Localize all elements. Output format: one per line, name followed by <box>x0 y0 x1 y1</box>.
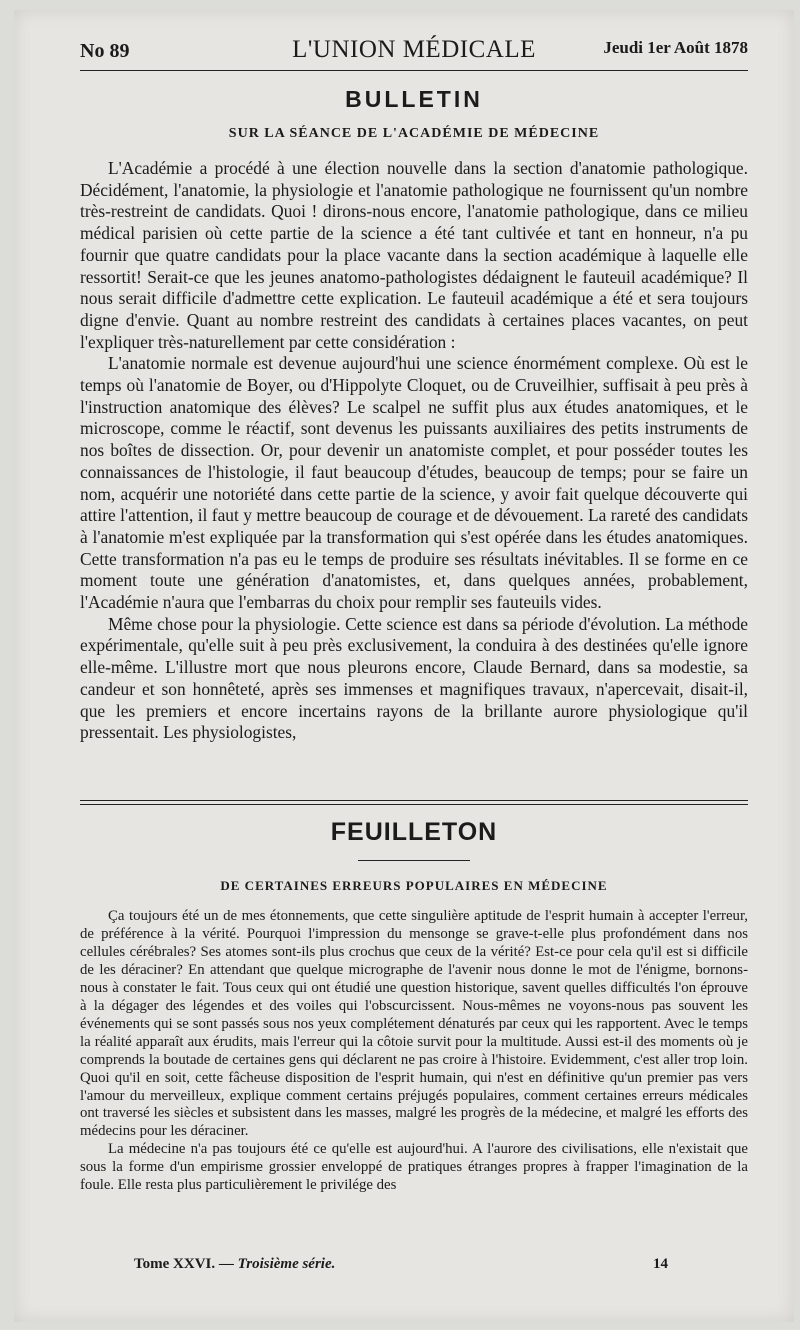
feuilleton-paragraph-2: La médecine n'a pas toujours été ce qu'elle est aujourd'hui. A l'aurore des civilisations, elle n'existait que sous la forme d'un empirisme grossier enveloppé de pratiques étranges propres à frapper l'imagination de la foule. Elle resta plus particulièrement le privilége des <box>80 1141 748 1194</box>
feuilleton-title-rule <box>358 860 470 861</box>
issue-number: No 89 <box>80 40 130 62</box>
page-header <box>80 36 748 68</box>
issue-date: Jeudi 1er Août 1878 <box>603 38 748 57</box>
page-signature: 14 <box>653 1256 668 1272</box>
bulletin-paragraph-3: Même chose pour la physiologie. Cette science est dans sa période d'évolution. La méthode expérimentale, qu'elle suit à peu près exclusivement, la conduira à des destinées qu'elle ignore elle-même. L'illustre mort que nous pleurons encore, Claude Bernard, dans sa modestie, sa candeur et son honnêteté, après ses immenses et magnifiques travaux, n'apercevait, disait-il, que les premiers et encore incertains rayons de la brillante aurore physiologique qu'il pressentait. Les physiologistes, <box>80 613 748 743</box>
bulletin-paragraph-2: L'anatomie normale est devenue aujourd'hui une science énormément complexe. Où est le temps où l'anatomie de Boyer, ou d'Hippolyte Cloquet, ou de Cruveilhier, suffisait à peu près à l'instruction anatomique des élèves? Le scalpel ne suffit plus aux études anatomiques, et le microscope, comme le réactif, sont devenus les puissants auxiliaires des petits instruments de nos boîtes de dissection. Or, pour devenir un anatomiste complet, et pour posséder toutes les connaissances de l'histologie, il faut beaucoup d'études, beaucoup de temps; pour se faire un nom, acquérir une notoriété dans cette partie de la science, y avoir fait quelque découverte qui attire l'attention, il faut y mettre beaucoup de courage et de dévouement. La rareté des candidats à l'anatomie m'est expliquée par la transformation qui s'est opérée dans les études anatomiques. Cette transformation n'a pas eu le temps de produire ses résultats inévitables. Il se forme en ce moment toute une génération d'anatomistes, et, dans quelques années, probablement, l'Académie n'aura que l'embarras du choix pour remplir ses fauteuils vides. <box>80 353 748 613</box>
journal-title: L'UNION MÉDICALE <box>292 36 536 63</box>
feuilleton-subtitle: DE CERTAINES ERREURS POPULAIRES EN MÉDECINE <box>220 878 608 893</box>
feuilleton-paragraph-1: Ça toujours été un de mes étonnements, que cette singulière aptitude de l'esprit humain à accepter l'erreur, de préférence à la vérité. Pourquoi l'impression du mensonge se grave-t-elle plus profondément dans nos cellules cérébrales? Ses atomes sont-ils plus crochus que ceux de la vérité? Est-ce pour cela qu'il est si difficile de les déraciner? En attendant que quelque micrographe de l'avenir nous donne le mot de l'énigme, bornons-nous à constater le fait. Tous ceux qui ont étudié une question historique, savent quelles difficultés l'on éprouve à la dégager des légendes et des voiles qui l'obscurcissent. Nous-mêmes ne voyons-nous pas souvent les événements qui se sont passés sous nos yeux complétement dénaturés par ceux qui les rapportent. Avec le temps la réalité apparaît aux érudits, mais l'erreur qui la côtoie survit pour la multitude. Aussi est-il des moments où je comprends la boutade de certaines gens qui déclarent ne pas croire à l'histoire. Evidemment, c'est aller trop loin. Quoi qu'il en soit, cette fâcheuse disposition de l'esprit humain, qui n'est en définitive qu'un premier pas vers l'amour du merveilleux, explique comment certains préjugés populaires, comment certaines erreurs médicales ont traversé les siècles et subsistent dans les masses, malgré les progrès de la médecine, et malgré les efforts des médecins pour les déraciner. <box>80 908 748 1140</box>
bulletin-body <box>80 158 748 744</box>
section-divider <box>80 800 748 801</box>
bulletin-title: BULLETIN <box>345 86 483 112</box>
header-rule <box>80 70 748 71</box>
section-divider-double <box>80 804 748 805</box>
feuilleton-title: FEUILLETON <box>330 818 498 846</box>
volume-label: Tome XXVI. — <box>134 1256 234 1272</box>
series-label: Troisième série. <box>237 1256 336 1272</box>
bulletin-paragraph-1: L'Académie a procédé à une élection nouvelle dans la section d'anatomie pathologique. Décidément, l'anatomie, la physiologie et l'anatomie pathologique ne fournissent qu'un nombre très-restreint de candidats. Quoi ! dirons-nous encore, l'anatomie pathologique, dans ce milieu médical parisien où cette partie de la science a été tant cultivée et tant en honneur, n'a pu fournir que quatre candidats pour la place vacante dans la section académique à laquelle elle ressortit! Serait-ce que les jeunes anatomo-pathologistes dédaignent le fauteuil académique? Il nous serait difficile d'admettre cette explication. Le fauteuil académique a été et sera toujours digne d'envie. Quant au nombre restreint des candidats à certaines places vacantes, on peut l'expliquer très-naturellement par cette considération : <box>80 158 748 352</box>
feuilleton-body <box>80 908 748 1195</box>
page-footer <box>80 1256 748 1278</box>
footer-volume <box>134 1256 335 1273</box>
bulletin-subtitle: SUR LA SÉANCE DE L'ACADÉMIE DE MÉDECINE <box>228 126 600 141</box>
